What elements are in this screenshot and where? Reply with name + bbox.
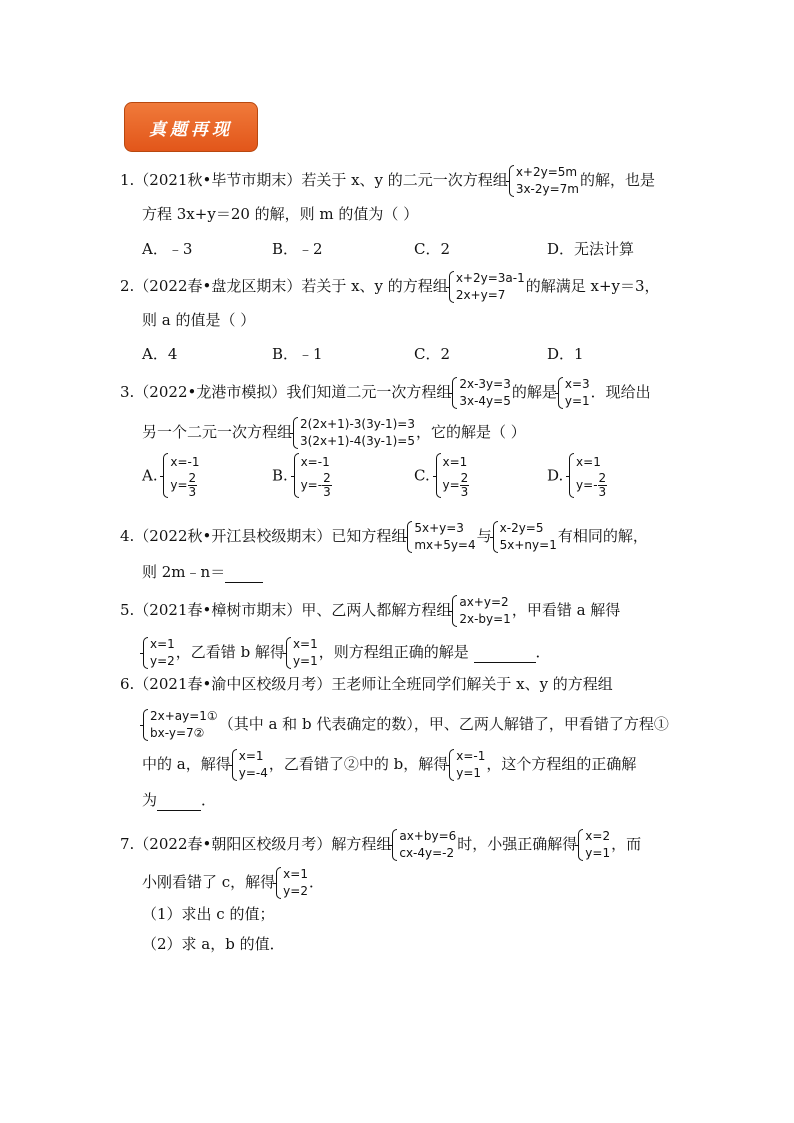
q6-solution-jia: [232, 748, 268, 782]
q6-jia-x: x=1: [238, 749, 264, 763]
q6-eq-2: bx-y=7②: [150, 726, 205, 740]
q7-equation-system: [392, 828, 456, 862]
q7-xg-y: y=2: [283, 884, 308, 898]
q3-b-frac-num: 2: [323, 471, 331, 485]
question-2: [120, 270, 660, 304]
q6-line3: [142, 748, 636, 782]
q3-b-frac-den: 3: [323, 485, 331, 499]
q3-solution: [558, 376, 590, 410]
q3-option-a: [142, 452, 201, 499]
q6-l3a: 中的 a，解得: [142, 755, 231, 773]
q3-option-c-system: [436, 452, 470, 499]
q5-equation-system: [452, 594, 510, 628]
q3-d-y-label: y=-: [576, 478, 598, 492]
q7-sub-question-1: （1）求出 c 的值；: [142, 905, 275, 923]
q2-eq-1: x+2y=3a-1: [455, 271, 525, 285]
q6-line4: 为 ．: [142, 791, 217, 809]
q4-answer-blank[interactable]: [225, 562, 263, 583]
q3-c-fraction: [460, 472, 470, 499]
q3-option-a-label: A.: [142, 466, 158, 485]
q6-jia-y: y=-4: [238, 766, 268, 780]
q2-option-a: A．4: [142, 345, 178, 363]
q3-c-frac-den: 3: [460, 485, 469, 499]
q3-b-y: [301, 472, 332, 499]
question-7: [120, 828, 641, 862]
q7-solution-xiaogang: [276, 866, 308, 900]
q5-text-tail2: ，则方程组正确的解是: [318, 643, 469, 661]
q4-eq-3: x-2y=5: [499, 521, 544, 535]
q2-option-c: C．2: [414, 345, 451, 363]
q1-option-d: D．无法计算: [547, 240, 635, 258]
q2-option-b: B．﹣1: [272, 345, 323, 363]
q2-text-tail: 的解满足 x+y＝3，: [525, 277, 660, 295]
q5-jia-x: x=1: [150, 637, 175, 651]
question-1: [120, 164, 655, 198]
q3-b-x: x=-1: [300, 455, 330, 469]
q3-line2: [142, 416, 526, 450]
q3-a-y-label: y=: [170, 478, 188, 492]
q3-d-frac-num: 2: [598, 471, 607, 485]
q3-c-y: [443, 472, 470, 499]
q2-option-d: D．1: [547, 345, 584, 363]
q5-solution-yi: [286, 636, 318, 670]
q3-a-frac-num: 2: [188, 471, 197, 485]
q3-a-y: [170, 472, 199, 499]
q7-text-mid: 时，小强正确解得: [457, 835, 578, 853]
q3-option-b-label: B.: [272, 466, 288, 485]
q3-option-c: [414, 452, 470, 499]
q6-l3c: ，这个方程组的正确解: [486, 755, 637, 773]
q2-eq-2: 2x+y=7: [455, 288, 506, 302]
q5-text-tail: ，甲看错 a 解得: [511, 601, 621, 619]
q5-answer-blank[interactable]: [474, 642, 536, 663]
q3-text-mid: 的解是: [511, 383, 557, 401]
q5-yi-y: y=1: [292, 654, 318, 668]
q7-text: 7.（2022春•朝阳区校级月考）解方程组: [120, 835, 392, 853]
q7-xg-x: x=1: [283, 867, 308, 881]
question-5: [120, 594, 620, 628]
q3-equation-system-2: [293, 416, 415, 450]
q3-sol-y: y=1: [564, 394, 590, 408]
q5-solution-jia: [143, 636, 175, 670]
q2-line2: 则 a 的值是（ ）: [142, 311, 256, 329]
q4-line2: [142, 562, 263, 583]
q3-a-x: x=-1: [170, 455, 200, 469]
q3-option-d-system: [569, 452, 607, 499]
q6-l3b: ，乙看错了②中的 b，解得: [268, 755, 449, 773]
q3-option-d: [547, 452, 608, 499]
question-6: 6.（2021春•渝中区校级月考）王老师让全班同学们解关于 x、y 的方程组: [120, 675, 613, 693]
q7-xq-y: y=1: [585, 846, 611, 860]
q1-text-tail: 的解，也是: [580, 171, 656, 189]
q7-eq-1: ax+by=6: [399, 829, 457, 843]
q4-eq-1: 5x+y=3: [414, 521, 464, 535]
q3-eq-1: 2x-3y=3: [459, 377, 511, 391]
q6-answer-blank[interactable]: [157, 790, 201, 811]
q4-line2-text: 则 2m﹣n＝: [142, 563, 226, 581]
q7-l2-text: 小刚看错了 c，解得: [142, 873, 276, 891]
q6-text-tail: （其中 a 和 b 代表确定的数），甲、乙两人解错了，甲看错了方程①: [218, 715, 669, 733]
q1-eq-1: x+2y=5m: [515, 165, 578, 179]
q3-eq-2: 3x-4y=5: [459, 394, 511, 408]
q4-eq-4: 5x+ny=1: [499, 538, 557, 552]
q3-option-b: [272, 452, 333, 499]
q6-equation-system: [143, 708, 218, 742]
q5-jia-y: y=2: [150, 654, 175, 668]
q7-sub-question-2: （2）求 a，b 的值．: [142, 935, 285, 953]
q3-line2-tail: ，它的解是（ ）: [415, 423, 526, 441]
q6-solution-yi: [449, 748, 485, 782]
q3-a-fraction: [188, 472, 198, 499]
q1-equation-system: [509, 164, 579, 198]
q3-d-x: x=1: [576, 455, 601, 469]
q5-eq-2: 2x-by=1: [459, 612, 511, 626]
q3-option-c-label: C.: [414, 466, 430, 485]
q3-equation-system: [452, 376, 511, 410]
q3-text: 3.（2022•龙港市模拟）我们知道二元一次方程组: [120, 383, 452, 401]
q4-equation-system-2: [493, 520, 557, 554]
section-badge: [124, 102, 258, 152]
q5-yi-x: x=1: [292, 637, 318, 651]
q1-line2: 方程 3x+y＝20 的解，则 m 的值为（ ）: [142, 205, 419, 223]
q3-d-y: [576, 472, 607, 499]
q7-text-tail: ，而: [611, 835, 642, 853]
q3-a-frac-den: 3: [188, 485, 197, 499]
q5-eq-1: ax+y=2: [459, 595, 509, 609]
q2-text: 2.（2022春•盘龙区期末）若关于 x、y 的方程组: [120, 277, 448, 295]
q5-line2: x=1 y=2 ，乙看错 b 解得 x=1 y=1 ，则方程组正确的解是 ．: [142, 636, 551, 670]
q3-c-y-label: y=: [442, 478, 460, 492]
q6-eq-1: 2x+ay=1①: [150, 709, 218, 723]
q3-eq2-2: 3(2x+1)-4(3y-1)=5: [300, 434, 415, 448]
q4-text-mid: 与: [476, 527, 492, 545]
q3-eq2-1: 2(2x+1)-3(3y-1)=3: [300, 417, 415, 431]
q3-option-d-label: D.: [547, 466, 564, 485]
q1-option-b: B．﹣2: [272, 240, 323, 258]
q3-c-frac-num: 2: [460, 471, 469, 485]
q1-option-c: C．2: [414, 240, 451, 258]
q3-b-y-label: y=-: [300, 478, 323, 492]
q3-line2-text: 另一个二元一次方程组: [142, 423, 293, 441]
q3-d-frac-den: 3: [598, 485, 607, 499]
question-4: [120, 520, 648, 554]
q1-option-a: A．﹣3: [142, 240, 193, 258]
q6-yi-x: x=-1: [456, 749, 486, 763]
q3-b-fraction: [322, 472, 332, 499]
q7-solution-xiaoqiang: [578, 828, 610, 862]
q6-yi-y: y=1: [456, 766, 482, 780]
q4-text: 4.（2022秋•开江县校级期末）已知方程组: [120, 527, 407, 545]
q2-equation-system: [449, 270, 525, 304]
q4-eq-2: mx+5y=4: [414, 538, 476, 552]
q7-line2: [142, 866, 324, 900]
q6-l4-text: 为: [142, 791, 158, 809]
question-3: [120, 376, 651, 410]
q6-line2: [142, 708, 669, 742]
q5-text-mid: ，乙看错 b 解得: [175, 643, 285, 661]
q3-text-tail: ．现给出: [590, 383, 651, 401]
q3-option-a-system: [163, 452, 199, 499]
q3-option-b-system: [294, 452, 332, 499]
q7-period: ．: [308, 873, 324, 891]
q7-eq-2: cx-4y=-2: [399, 846, 455, 860]
q1-eq-2: 3x-2y=7m: [515, 182, 579, 196]
section-badge-label: 真题再现: [149, 119, 233, 140]
q7-xq-x: x=2: [585, 829, 611, 843]
q3-d-fraction: [598, 472, 608, 499]
q5-text: 5.（2021春•樟树市期末）甲、乙两人都解方程组: [120, 601, 452, 619]
q3-c-x: x=1: [442, 455, 468, 469]
q3-sol-x: x=3: [564, 377, 590, 391]
q4-text-tail: 有相同的解，: [557, 527, 648, 545]
q4-equation-system-1: [407, 520, 475, 554]
q1-text: 1.（2021秋•毕节市期末）若关于 x、y 的二元一次方程组: [120, 171, 508, 189]
